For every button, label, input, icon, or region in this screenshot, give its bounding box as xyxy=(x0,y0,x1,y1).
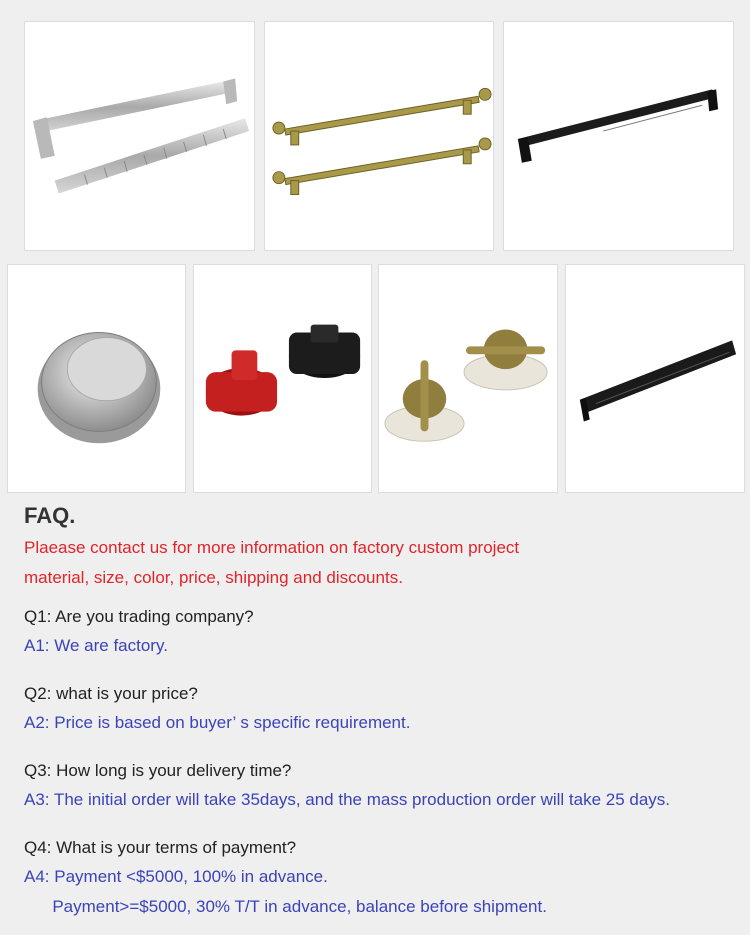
faq-question-3: Q3: How long is your delivery time? xyxy=(24,761,292,780)
product-image-black-edge-pull xyxy=(565,264,745,493)
product-image-brass-bar-handles xyxy=(264,21,494,251)
product-image-silver-knob xyxy=(7,264,186,493)
red-and-black-oven-knobs-image xyxy=(194,265,371,492)
faq-title: FAQ. xyxy=(24,503,76,528)
brass-cross-tap-knobs-image xyxy=(379,265,557,492)
contact-line-1: Plaease contact us for more information on factory custom project xyxy=(24,538,520,557)
silver-knurled-knob-image xyxy=(8,265,185,492)
faq-answer-4-line-2: Payment>=$5000, 30% T/T in advance, balance before shipment. xyxy=(24,897,547,916)
black-bar-handle-image xyxy=(504,22,733,250)
brass-bar-handles-image xyxy=(265,22,493,250)
black-edge-pull-handle-image xyxy=(566,265,744,492)
product-image-brass-cross-knobs xyxy=(378,264,558,493)
faq-answer-1: A1: We are factory. xyxy=(24,636,168,655)
faq-answer-3: A3: The initial order will take 35days, and the mass production order will take 25 days. xyxy=(24,790,671,809)
faq-answer-4-line-1: A4: Payment <$5000, 100% in advance. xyxy=(24,867,328,886)
silver-knurled-bar-handles-image xyxy=(25,22,254,250)
faq-question-1: Q1: Are you trading company? xyxy=(24,607,254,626)
product-image-red-black-knobs xyxy=(193,264,372,493)
faq-answer-2: A2: Price is based on buyer’ s specific requirement. xyxy=(24,713,411,732)
contact-line-2: material, size, color, price, shipping and discounts. xyxy=(24,568,403,587)
product-image-silver-bar-handles xyxy=(24,21,255,251)
product-image-black-bar-handle xyxy=(503,21,734,251)
faq-question-2: Q2: what is your price? xyxy=(24,684,198,703)
faq-question-4: Q4: What is your terms of payment? xyxy=(24,838,297,857)
